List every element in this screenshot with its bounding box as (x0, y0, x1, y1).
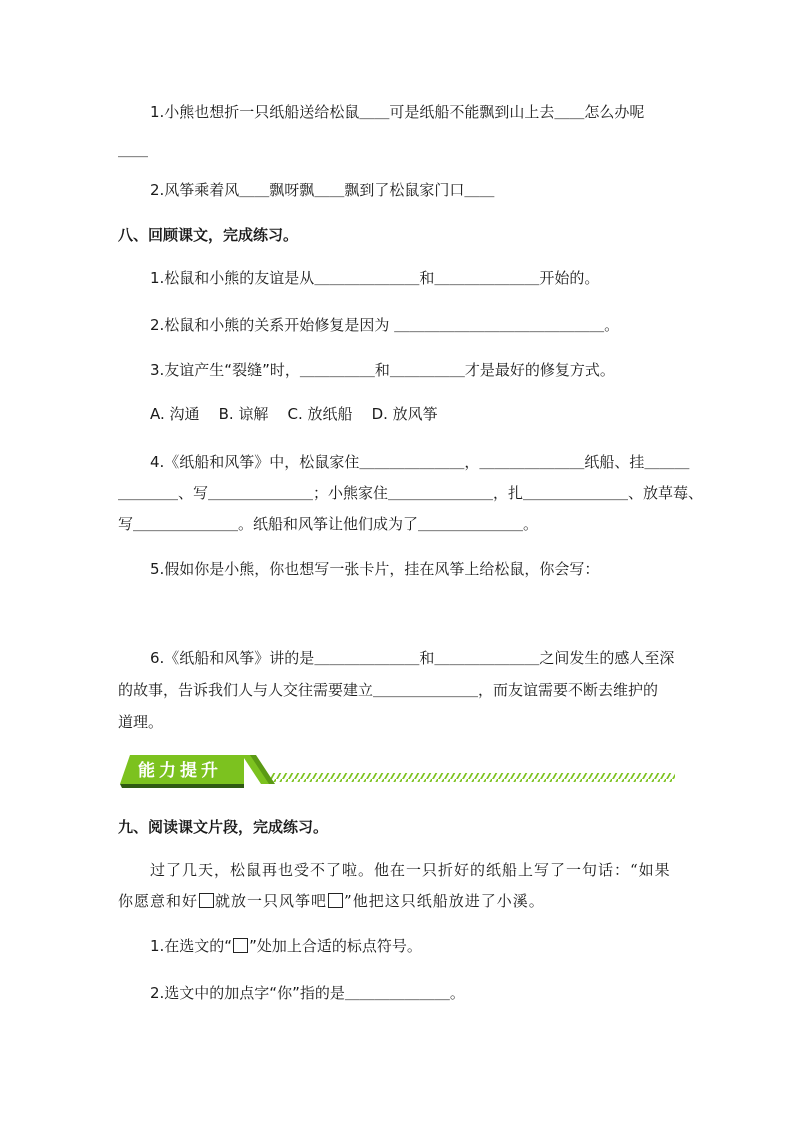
s7-question-2: 2.风筝乘着风＿＿飘呀飘＿＿飘到了松鼠家门口＿＿ (150, 181, 495, 199)
s9-q1-text-b: ”处加上合适的标点符号。 (249, 937, 422, 955)
blank-box[interactable] (328, 893, 343, 908)
s9-question-2: 2.选文中的加点字“你”指的是＿＿＿＿＿＿＿。 (150, 984, 465, 1002)
passage-text-a: 你愿意和好 (118, 892, 199, 910)
banner-graphic (120, 752, 675, 788)
blank-box[interactable] (199, 893, 214, 908)
s8-question-6-line-2: 的故事，告诉我们人与人交往需要建立＿＿＿＿＿＿＿，而友谊需要不断去维护的 (118, 681, 659, 699)
s8-question-3: 3.友谊产生“裂缝”时，＿＿＿＿＿和＿＿＿＿＿才是最好的修复方式。 (150, 361, 615, 379)
s8-question-2: 2.松鼠和小熊的关系开始修复是因为 ＿＿＿＿＿＿＿＿＿＿＿＿＿＿。 (150, 316, 620, 334)
s9-question-1 (150, 936, 422, 956)
section-8-heading: 八、回顾课文，完成练习。 (118, 226, 299, 244)
s8-question-4-line-3: 写＿＿＿＿＿＿＿。纸船和风筝让他们成为了＿＿＿＿＿＿＿。 (118, 515, 539, 533)
s8-question-5: 5.假如你是小熊，你也想写一张卡片，挂在风筝上给松鼠，你会写： (150, 560, 600, 578)
s9-q1-text-a: 1.在选文的“ (150, 937, 233, 955)
s8-question-4-line-1: 4.《纸船和风筝》中，松鼠家住＿＿＿＿＿＿＿，＿＿＿＿＿＿＿纸船、挂＿＿＿ (150, 453, 690, 471)
s8-question-1: 1.松鼠和小熊的友谊是从＿＿＿＿＿＿＿和＿＿＿＿＿＿＿开始的。 (150, 269, 600, 287)
banner-title: 能力提升 (138, 761, 222, 781)
passage-text-c: ”他把这只纸船放进了小溪。 (344, 892, 545, 910)
s8-question-6-line-3: 道理。 (118, 713, 164, 731)
box-symbol (233, 938, 248, 953)
passage-line-1: 过了几天，松鼠再也受不了啦。他在一只折好的纸船上写了一句话：“如果 (150, 861, 671, 879)
banner-hatch-stripe (270, 773, 675, 782)
passage-text-b: 就放一只风筝吧 (215, 892, 328, 910)
passage-line-2 (118, 891, 545, 911)
s8-question-6-line-1: 6.《纸船和风筝》讲的是＿＿＿＿＿＿＿和＿＿＿＿＿＿＿之间发生的感人至深 (150, 649, 675, 667)
s8-question-4-line-2: ＿＿＿＿、写＿＿＿＿＿＿＿；小熊家住＿＿＿＿＿＿＿，扎＿＿＿＿＿＿＿、放草莓、 (118, 484, 704, 502)
section-9-heading: 九、阅读课文片段，完成练习。 (118, 818, 329, 836)
s7-question-1-line-1: 1.小熊也想折一只纸船送给松鼠＿＿可是纸船不能飘到山上去＿＿怎么办呢 (150, 103, 645, 121)
s7-question-1-line-2: ＿＿ (118, 141, 149, 159)
s8-question-3-options: A. 沟通 B. 谅解 C. 放纸船 D. 放风筝 (150, 405, 438, 423)
ability-banner (120, 752, 675, 788)
banner-shadow (120, 784, 244, 788)
